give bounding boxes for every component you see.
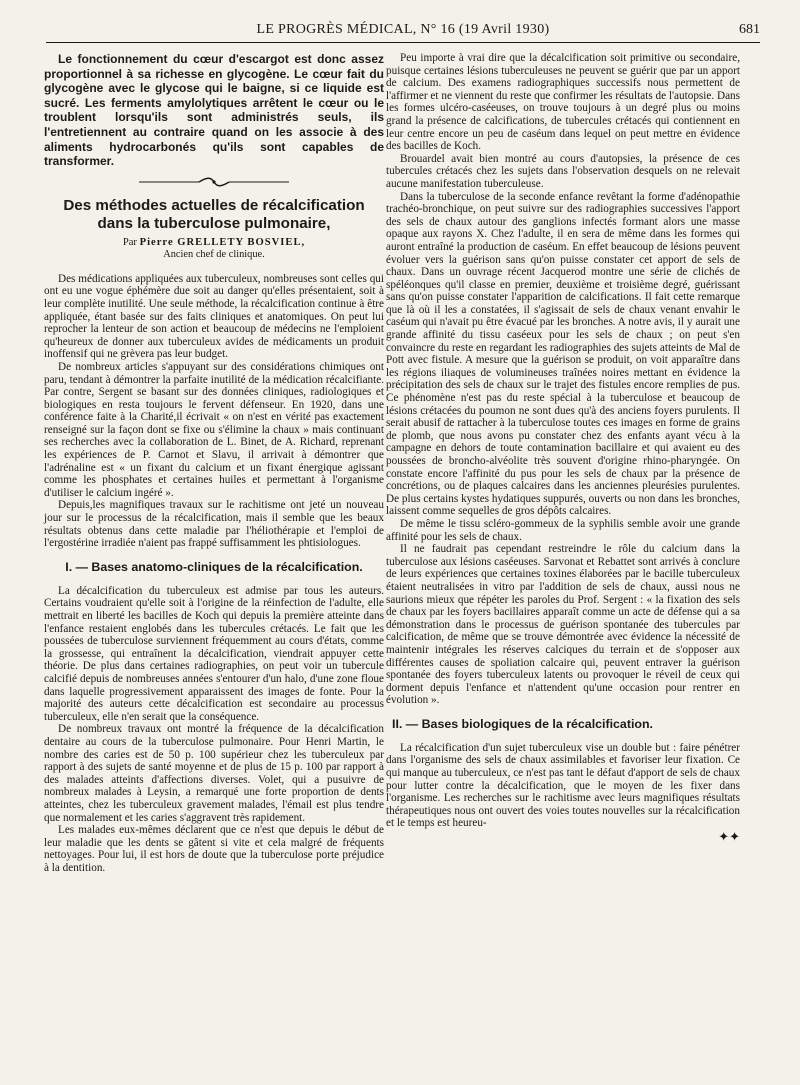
byline-prefix: Par [122, 236, 137, 248]
right-column [386, 52, 740, 846]
end-mark-row [386, 830, 740, 846]
page-number: 681 [739, 22, 760, 37]
author-name: Pierre GRELLETY BOSVIEL, [139, 236, 306, 248]
flourish-icon [139, 177, 289, 187]
intro-paragraph: Le fonctionnement du cœur d'escargot est donc assez proportionnel à sa richesse en glycogène. Le cœur fait du glycogène avec le glycose qui le baigne, si ce liquide est sucré. Les ferments amylolytiques arrêtent le cœur ou le troublent lorsqu'ils sont administrés seuls, ils l'entretiennent au contraire quand on les associe à des aliments hydrocarbonés qu'ils sont capables de transformer. [44, 52, 384, 169]
section-heading: I. — Bases anatomo-cliniques de la récalcification. [65, 559, 363, 574]
paragraph: Des médications appliquées aux tuberculeux, nombreuses sont celles qui ont eu une vogue éphémère due soit au danger qu'elles présentaient, soit à leur complète inutilité. Une seule méthode, la récalcification continue à être appliquée, étant basée sur des faits cliniques et anatomiques. On peut lui reprocher la lenteur de son action et beaucoup de médecins ne l'emploient qu'heureux de donner aux tuberculeux avides de médicaments un produit inoffensif qui ne grèvera pas leur budget. [44, 272, 384, 361]
left-column [44, 52, 384, 874]
intro-block [44, 52, 384, 169]
ornament-divider [44, 177, 384, 187]
byline [44, 237, 384, 249]
author-role: Ancien chef de clinique. [163, 248, 265, 260]
section-heading: II. — Bases biologiques de la récalcification. [392, 716, 653, 731]
paragraph: La décalcification du tuberculeux est admise par tous les auteurs. Certains voudraient qu'elle soit à l'origine de la réinfection de l'adulte, elle mettrait en liberté les bacilles de Koch qui depuis la première atteinte dans l'enfance restaient englobés dans les tubercules crétacés. Le fait que les poussées de tuberculose surviennent fréquemment au cours d'états, comme la grossesse, qui entraînent la décalcification, viendrait appuyer cette théorie. De plus dans certaines radiographies, on peut voir un tubercule calcifié depuis de nombreuses années s'entourer d'un halo, d'une zone floue dans laquelle progressivement apparaissent des images de fonte. Pour la majorité des auteurs cette décalcification est secondaire au processus tuberculeux, elle n'en serait que la conséquence. [44, 584, 384, 723]
page-header [46, 20, 760, 43]
paragraph: Peu importe à vrai dire que la décalcification soit primitive ou secondaire, puisque certaines lésions tuberculeuses ne peuvent se guérir que par un apport de calcium. Des examens radiographiques successifs nous permettent de l'affirmer et ne viennent du reste que confirmer les résultats de l'autopsie. Dans les formes ulcéro-caséeuses, on trouve toujours à un degré plus ou moins grand la présence de calcifications, de tubercules crétacés qui contiennent en leur centre encore un peu de caséum dans lequel on peut mettre en évidence des bacilles de Koch. [386, 52, 740, 153]
paragraph: Brouardel avait bien montré au cours d'autopsies, la présence de ces tubercules crétacés chez les sujets dans l'observation desquels on ne relevait aucune manifestation tuberculeuse. [386, 152, 740, 190]
paragraph: De nombreux articles s'appuyant sur des considérations chimiques ont paru, tendant à démontrer la parfaite inutilité de la médication récalcifiante. Par contre, Sergent se basant sur des données cliniques, radiologiques et biologiques en resta toujours le fervent défenseur. En 1920, dans une conférence faite à la Charité,il écrivait « on n'est en vérité pas exactement renseigné sur la façon dont se fixe ou s'élimine la chaux » mais continuant ses recherches avec la collaboration de L. Binet, de A. Richard, reprenant les expériences de P. Carnot et Slavu, il arrivait à démontrer que l'adrénaline est « un fixant du calcium et un fixant énergique agissant comme les phosphates et certaines huiles et permettant à l'organisme d'utiliser le calcium ingéré ». [44, 360, 384, 499]
end-mark: ✦✦ [718, 830, 740, 846]
paragraph: De même le tissu scléro-gommeux de la syphilis semble avoir une grande affinité pour les sels de chaux. [386, 517, 740, 543]
running-title: LE PROGRÈS MÉDICAL, N° 16 (19 Avril 1930) [256, 22, 550, 37]
paragraph: Les malades eux-mêmes déclarent que ce n'est que depuis le début de leur maladie que les dents se gâtent si vite et cela malgré de fréquents nettoyages. Pour lui, il est hors de doute que la tuberculose porte préjudice à la dentition. [44, 824, 384, 874]
paragraph: De nombreux travaux ont montré la fréquence de la décalcification dentaire au cours de la tuberculose pulmonaire. Pour Henri Martin, le nombre des caries est de 50 p. 100 supérieur chez les tuberculeux par rapport à des sujets de santé moyenne et de plus de 15 p. 100 par rapport à des malades atteints d'affections diverses. Volet, qui a pusuivre de nombreux malades à Leysin, a remarqué une forte proportion de dents atteintes, chez les tuberculeux gravement malades, l'émail est plus tendre que normalement et les caries s'aggravent très rapidement. [44, 723, 384, 824]
article-title: Des méthodes actuelles de récalcification dans la tuberculose pulmonaire, [63, 196, 365, 232]
paragraph: Depuis,les magnifiques travaux sur le rachitisme ont jeté un nouveau jour sur le processus de la récalcification, mais il semble que les beaux résultats obtenus dans cette maladie par l'héliothérapie et l'emploi de l'ergostérine irradiée n'aient pas frappé suffisamment les phtisiologues. [44, 499, 384, 550]
paragraph: Dans la tuberculose de la seconde enfance revêtant la forme d'adénopathie trachéo-bronchique, on peut suivre sur des radiographies successives l'apport des sels de chaux autour des ganglions infectés formant alors une masse opaque aux rayons X. Chez l'adulte, il en sera de même dans les formes qui auront entraîné la production de caséum. En effet beaucoup de lésions peuvent évoluer vers la guérison sans qu'on puisse constater cet apport de sels de chaux. Dans un ouvrage récent Jacquerod montre une série de clichés de spéléonques qu'il classe en premier, deuxième et troisième degré, guérissant sans qu'on puisse constater l'apparition de calcifications. Il fait cette remarque que là où il les a constatées, il s'agissait de sels de chaux venant envahir le caséum qui n'avait pu être évacué par les bronches. A notre avis, il y aurait une grande affinité du tissu caséeux pour les sels de chaux ; on peut s'en convaincre du reste en regardant les radiographies des sujets atteints de Mal de Pott avec fistule. A mesure que la guérison se produit, on voit apparaître dans les régions iliaques de volumineuses traînées noires mettant en évidence la précipitation des sels de chaux sur le trajet des fistules encore remplies de pus. Ce phénomène n'est pas du reste spécial à la tuberculose et beaucoup de lésions crétacées du poumon ne sont dues qu'à des anciens foyers purulents. Il serait abusif de rattacher à la tuberculose toutes ces images en forme de grains de plomb, que nous avons pu constater chez des enfants ayant vécu à la campagne en dehors de toute contamination bacillaire et qui avaient eu des poussées de broncho-alvéolite très souvent d'origine rhino-pharyngée. On constate encore l'affinité du pus pour les sels de chaux par la présence de concrétions, ou de plaques calcaires dans les anciennes pleurésies purulentes. De plus certains kystes hydatiques suppurés, ouverts ou non dans les bronches, laissent comme sequelles de gros dépôts calcaires. [386, 190, 740, 518]
paragraph: Il ne faudrait pas cependant restreindre le rôle du calcium dans la tuberculose aux lésions caséeuses. Sarvonat et Rebattet sont arrivés à conclure de leurs expériences que certaines toxines élaborées par le bacille tuberculeux étaient neutralisées in vitro par l'addition de sels de chaux, aussi nous ne saurions mieux que répéter les paroles du Prof. Sergent : « la fixation des sels de chaux par les foyers bacillaires apparaît comme un acte de défense qui a sa démonstration dans le processus de guérison spontanée des tubercules par calcification, de même que se trouve démontrée avec évidence la nécessité de maintenir intégrales les réserves calciques du terrain et de s'opposer aux différentes causes de spoliation calcaire qui, peuvent entraver la guérison spontanée des foyers tuberculeux latents ou provoquer le réveil de ceux qui dorment depuis l'enfance et n'attendent qu'une occasion pour rentrer en évolution ». [386, 543, 740, 707]
paragraph: La récalcification d'un sujet tuberculeux vise un double but : faire pénétrer dans l'organisme des sels de chaux assimilables et favoriser leur fixation. Ce qui manque au tuberculeux, ce n'est pas tant le défaut d'apport de sels de chaux pour lutter contre la décalcification, que le moyen de les fixer dans l'organisme. Les recherches sur le rachitisme avec leurs magnifiques résultats thérapeutiques nous ont ouvert des voies toutes nouvelles sur la récalcification et le temps est heureu- [386, 741, 740, 830]
